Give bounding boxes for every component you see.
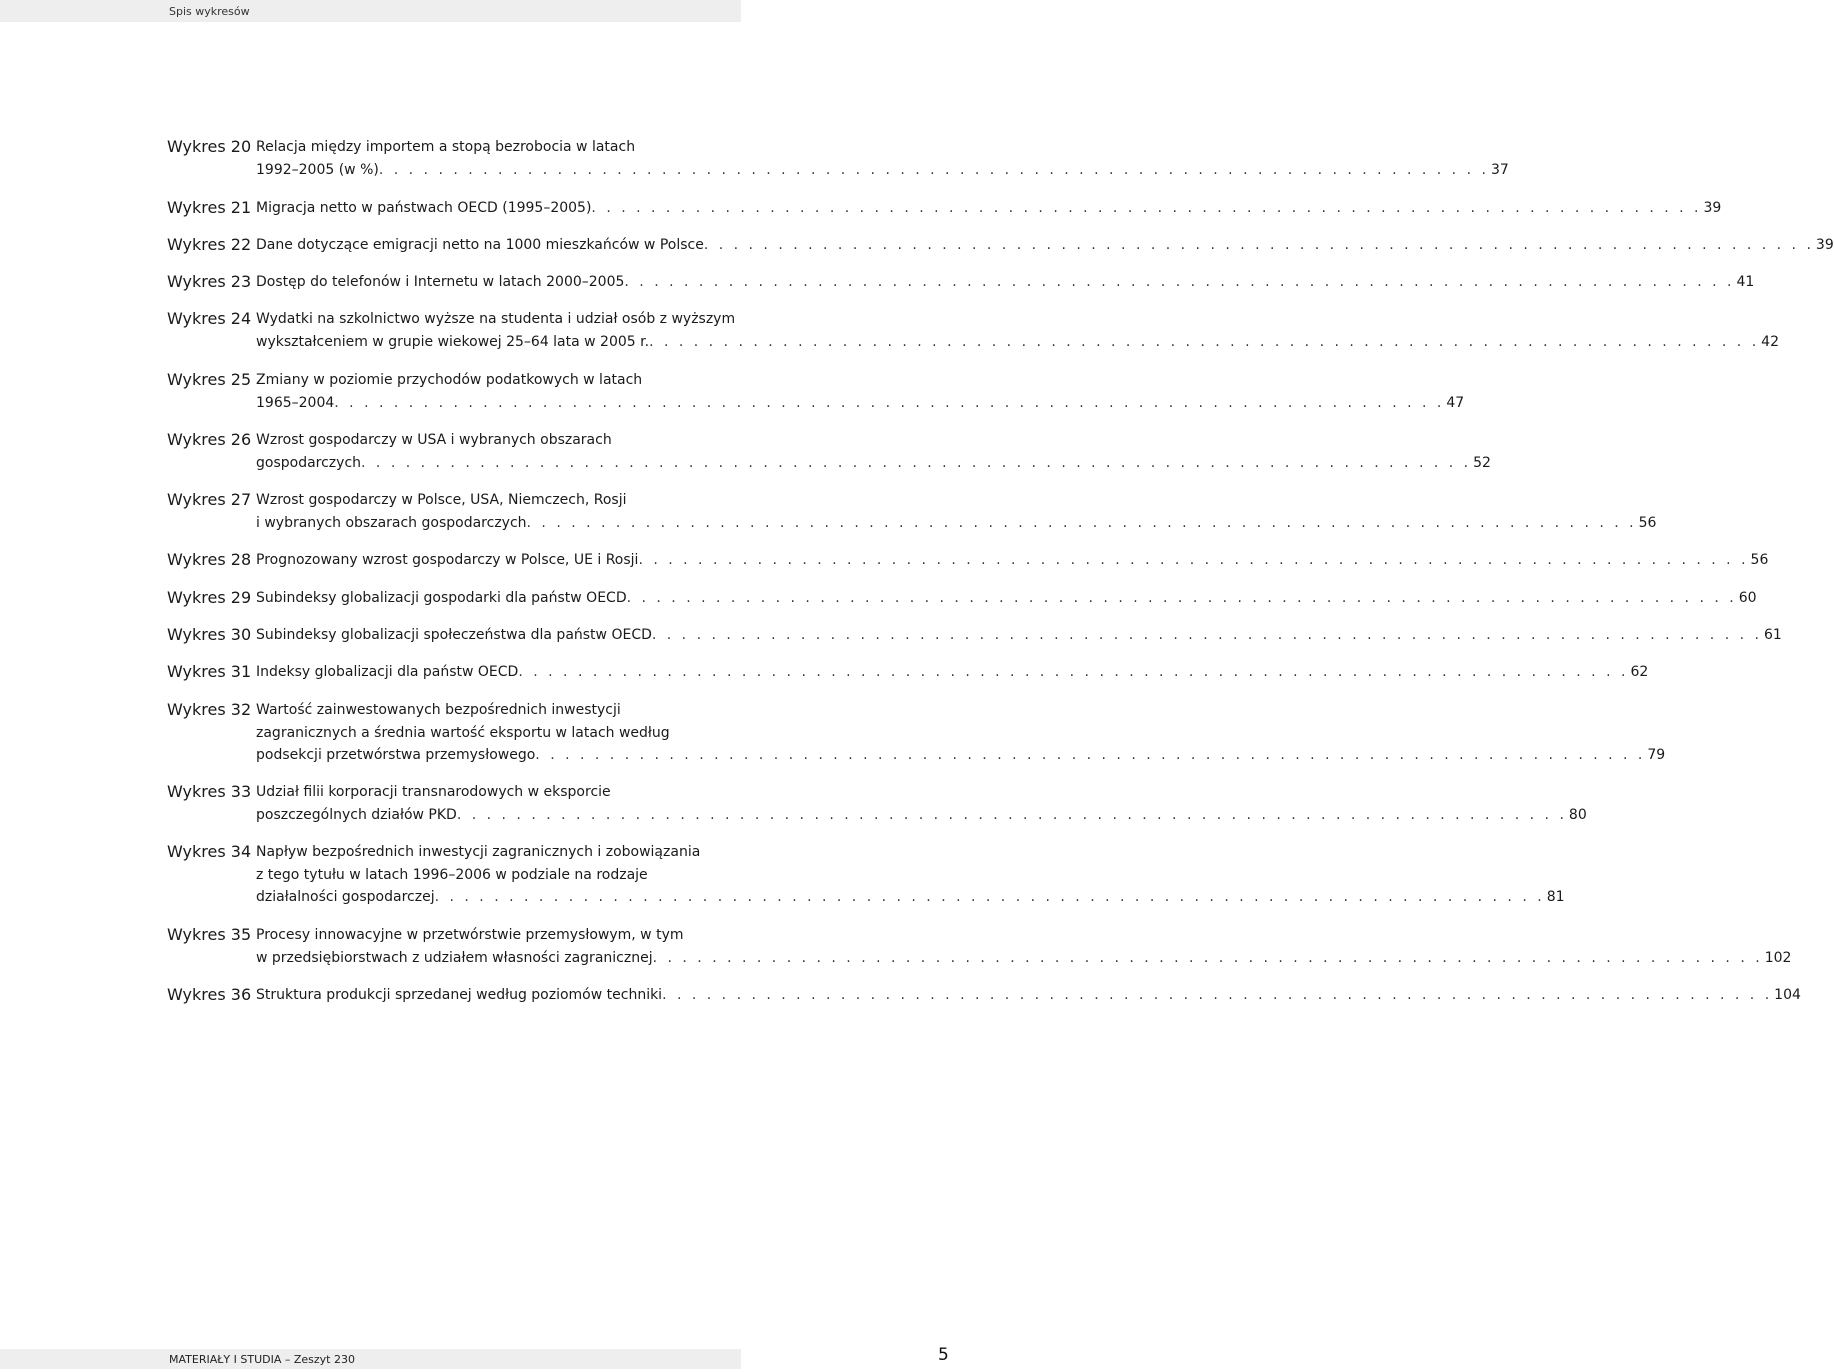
entry-title (256, 781, 1587, 826)
page-reference[interactable]: 47 (1446, 394, 1465, 411)
page-reference[interactable]: 80 (1568, 806, 1587, 823)
dot-leader: . . . . . . . . . . . . . . . . . . . . . . . . . . . . . . . . . . . . . . . . . . . . . . . . . . . . . . . . . . . . . . . . . . . . . . . . . . . (651, 627, 1762, 643)
title-text: Prognozowany wzrost gospodarczy w Polsce, UE i Rosji (256, 552, 639, 568)
chart-number: Wykres 26 (167, 430, 252, 449)
entry-title (256, 136, 1509, 181)
chart-number: Wykres 34 (167, 842, 252, 861)
chart-number: Wykres 21 (167, 198, 252, 217)
page-reference[interactable]: 52 (1473, 454, 1491, 471)
page-reference[interactable]: 102 (1764, 949, 1792, 966)
chart-number: Wykres 31 (167, 662, 252, 681)
title-text: Dane dotyczące emigracji netto na 1000 mieszkańców w Polsce (256, 237, 704, 253)
entry-title (256, 308, 1779, 353)
toc-entry[interactable] (167, 624, 1782, 647)
title-last-line (256, 947, 1792, 970)
page-reference[interactable]: 37 (1490, 161, 1509, 178)
title-text: w przedsiębiorstwach z udziałem własności zagranicznej (256, 949, 653, 966)
chart-number: Wykres 35 (167, 925, 252, 944)
dot-leader: . . . . . . . . . . . . . . . . . . . . . . . . . . . . . . . . . . . . . . . . . . . . . . . . . . . . . . . . . . . . . . . . . . . . . . . . . . . (434, 889, 1545, 906)
toc-entry[interactable] (167, 661, 1649, 684)
footer-bar (0, 1349, 741, 1369)
page-reference[interactable]: 39 (1815, 237, 1834, 253)
dot-leader: . . . . . . . . . . . . . . . . . . . . . . . . . . . . . . . . . . . . . . . . . . . . . . . . . . . . . . . . . . . . . . . . . . . . . . . . . . . (456, 806, 1567, 823)
chart-number: Wykres 24 (167, 309, 252, 328)
toc-entry[interactable] (167, 136, 1509, 181)
title-last-line (256, 549, 1769, 572)
page-reference[interactable]: 56 (1750, 552, 1769, 568)
entry-title (256, 197, 1722, 220)
page-reference[interactable]: 61 (1763, 627, 1782, 643)
dot-leader: . . . . . . . . . . . . . . . . . . . . . . . . . . . . . . . . . . . . . . . . . . . . . . . . . . . . . . . . . . . . . . . . . . . . . . . . . . . (624, 274, 1735, 290)
title-last-line (256, 271, 1755, 294)
entry-title (256, 489, 1657, 534)
title-text: Migracja netto w państwach OECD (1995–2005) (256, 200, 592, 216)
title-text: wykształceniem w grupie wiekowej 25–64 lata w 2005 r. (256, 333, 650, 350)
title-last-line (256, 159, 1509, 182)
title-line: Wzrost gospodarczy w Polsce, USA, Niemczech, Rosji (256, 492, 627, 508)
title-last-line (256, 744, 1666, 767)
toc-entry[interactable] (167, 489, 1657, 534)
title-last-line (256, 984, 1801, 1007)
title-text: Subindeksy globalizacji społeczeństwa dla państw OECD (256, 627, 652, 643)
title-line: Wydatki na szkolnictwo wyższe na studenta i udział osób z wyższym (256, 311, 736, 327)
dot-leader: . . . . . . . . . . . . . . . . . . . . . . . . . . . . . . . . . . . . . . . . . . . . . . . . . . . . . . . . . . . . . . . . . . . . . . . . . . . (652, 949, 1763, 966)
page-reference[interactable]: 62 (1630, 664, 1649, 680)
entry-title (256, 624, 1782, 647)
chart-number: Wykres 25 (167, 370, 252, 389)
title-last-line (256, 886, 1565, 909)
chart-number: Wykres 29 (167, 588, 252, 607)
entry-title (256, 924, 1792, 969)
chart-number: Wykres 28 (167, 550, 252, 569)
entry-title (256, 271, 1755, 294)
toc-entry[interactable] (167, 308, 1779, 353)
title-line: Zmiany w poziomie przychodów podatkowych w latach (256, 372, 643, 388)
title-text: 1965–2004 (256, 394, 335, 411)
title-line: zagranicznych a średnia wartość eksportu w latach według (256, 724, 670, 741)
page-reference[interactable]: 42 (1761, 333, 1779, 350)
page-reference[interactable]: 41 (1736, 274, 1755, 290)
title-last-line (256, 197, 1722, 220)
toc-entry[interactable] (167, 234, 1834, 257)
title-text: poszczególnych działów PKD (256, 806, 457, 823)
title-text: gospodarczych (256, 454, 362, 471)
dot-leader: . . . . . . . . . . . . . . . . . . . . . . . . . . . . . . . . . . . . . . . . . . . . . . . . . . . . . . . . . . . . . . . . . . . . . . . . . . . (638, 552, 1749, 568)
title-text: działalności gospodarczej (256, 889, 435, 906)
entry-title (256, 841, 1565, 909)
dot-leader: . . . . . . . . . . . . . . . . . . . . . . . . . . . . . . . . . . . . . . . . . . . . . . . . . . . . . . . . . . . . . . . . . . . . . . . . . . . (518, 664, 1629, 680)
toc-entry[interactable] (167, 549, 1769, 572)
title-line: Wartość zainwestowanych bezpośrednich inwestycji (256, 702, 621, 718)
chart-number: Wykres 27 (167, 490, 252, 509)
toc-entry[interactable] (167, 699, 1666, 767)
chart-number: Wykres 23 (167, 272, 252, 291)
title-last-line (256, 512, 1657, 535)
dot-leader: . . . . . . . . . . . . . . . . . . . . . . . . . . . . . . . . . . . . . . . . . . . . . . . . . . . . . . . . . . . . . . . . . . . . . . . . . . . (649, 333, 1760, 350)
title-line: Procesy innowacyjne w przetwórstwie przemysłowym, w tym (256, 927, 684, 943)
title-line: z tego tytułu w latach 1996–2006 w podziale na rodzaje (256, 866, 648, 883)
dot-leader: . . . . . . . . . . . . . . . . . . . . . . . . . . . . . . . . . . . . . . . . . . . . . . . . . . . . . . . . . . . . . . . . . . . . . . . . . . . (361, 454, 1472, 471)
entry-title (256, 984, 1801, 1007)
chart-number: Wykres 32 (167, 700, 252, 719)
chart-number: Wykres 20 (167, 137, 252, 156)
entry-title (256, 429, 1491, 474)
page-reference[interactable]: 81 (1546, 889, 1565, 906)
toc-entry[interactable] (167, 781, 1587, 826)
title-text: podsekcji przetwórstwa przemysłowego (256, 747, 536, 764)
title-last-line (256, 587, 1757, 610)
chart-number: Wykres 22 (167, 235, 252, 254)
page-reference[interactable]: 39 (1703, 200, 1722, 216)
toc-entry[interactable] (167, 369, 1465, 414)
title-text: Dostęp do telefonów i Internetu w latach 2000–2005 (256, 274, 625, 290)
page-reference[interactable]: 56 (1638, 514, 1657, 531)
header-bar (0, 0, 741, 22)
footer-publication: MATERIAŁY I STUDIA – Zeszyt 230 (169, 1353, 355, 1366)
title-line: Udział filii korporacji transnarodowych w eksporcie (256, 784, 611, 800)
toc-entry[interactable] (167, 429, 1491, 474)
title-line: Relacja między importem a stopą bezrobocia w latach (256, 139, 636, 155)
title-last-line (256, 452, 1491, 475)
chart-number: Wykres 33 (167, 782, 252, 801)
title-last-line (256, 331, 1779, 354)
title-text: Struktura produkcji sprzedanej według poziomów techniki (256, 987, 663, 1003)
page-reference[interactable]: 104 (1774, 987, 1801, 1003)
dot-leader: . . . . . . . . . . . . . . . . . . . . . . . . . . . . . . . . . . . . . . . . . . . . . . . . . . . . . . . . . . . . . . . . . . . . . . . . . . . (334, 394, 1445, 411)
toc-entry[interactable] (167, 271, 1755, 294)
title-last-line (256, 234, 1834, 257)
title-last-line (256, 624, 1782, 647)
dot-leader: . . . . . . . . . . . . . . . . . . . . . . . . . . . . . . . . . . . . . . . . . . . . . . . . . . . . . . . . . . . . . . . . . . . . . . . . . . . (662, 987, 1773, 1003)
running-header: Spis wykresów (169, 5, 250, 18)
dot-leader: . . . . . . . . . . . . . . . . . . . . . . . . . . . . . . . . . . . . . . . . . . . . . . . . . . . . . . . . . . . . . . . . . . . . . . . . . . . (535, 747, 1646, 764)
title-line: Napływ bezpośrednich inwestycji zagranicznych i zobowiązania (256, 844, 701, 860)
chart-number: Wykres 30 (167, 625, 252, 644)
dot-leader: . . . . . . . . . . . . . . . . . . . . . . . . . . . . . . . . . . . . . . . . . . . . . . . . . . . . . . . . . . . . . . . . . . . . . . . . . . . (703, 237, 1814, 253)
page-number: 5 (938, 1345, 949, 1365)
page-reference[interactable]: 60 (1738, 590, 1757, 606)
title-last-line (256, 804, 1587, 827)
dot-leader: . . . . . . . . . . . . . . . . . . . . . . . . . . . . . . . . . . . . . . . . . . . . . . . . . . . . . . . . . . . . . . . . . . . . . . . . . . . (526, 514, 1637, 531)
dot-leader: . . . . . . . . . . . . . . . . . . . . . . . . . . . . . . . . . . . . . . . . . . . . . . . . . . . . . . . . . . . . . . . . . . . . . . . . . . . (626, 590, 1737, 606)
toc-entry[interactable] (167, 841, 1565, 909)
title-text: Indeksy globalizacji dla państw OECD (256, 664, 519, 680)
entry-title (256, 699, 1666, 767)
entry-title (256, 369, 1465, 414)
title-text: Subindeksy globalizacji gospodarki dla państw OECD (256, 590, 627, 606)
toc-entry[interactable] (167, 984, 1801, 1007)
title-text: i wybranych obszarach gospodarczych (256, 514, 527, 531)
entry-title (256, 234, 1834, 257)
entry-title (256, 661, 1649, 684)
title-last-line (256, 392, 1465, 415)
entry-title (256, 587, 1757, 610)
toc-entry[interactable] (167, 587, 1757, 610)
chart-number: Wykres 36 (167, 985, 252, 1004)
dot-leader: . . . . . . . . . . . . . . . . . . . . . . . . . . . . . . . . . . . . . . . . . . . . . . . . . . . . . . . . . . . . . . . . . . . . . . . . . . . (591, 200, 1702, 216)
dot-leader: . . . . . . . . . . . . . . . . . . . . . . . . . . . . . . . . . . . . . . . . . . . . . . . . . . . . . . . . . . . . . . . . . . . . . . . . . . . (378, 161, 1489, 178)
page-reference[interactable]: 79 (1647, 747, 1666, 764)
toc-entry[interactable] (167, 197, 1722, 220)
title-last-line (256, 661, 1649, 684)
title-line: Wzrost gospodarczy w USA i wybranych obszarach (256, 432, 612, 448)
title-text: 1992–2005 (w %) (256, 161, 379, 178)
toc-entry[interactable] (167, 924, 1792, 969)
entry-title (256, 549, 1769, 572)
